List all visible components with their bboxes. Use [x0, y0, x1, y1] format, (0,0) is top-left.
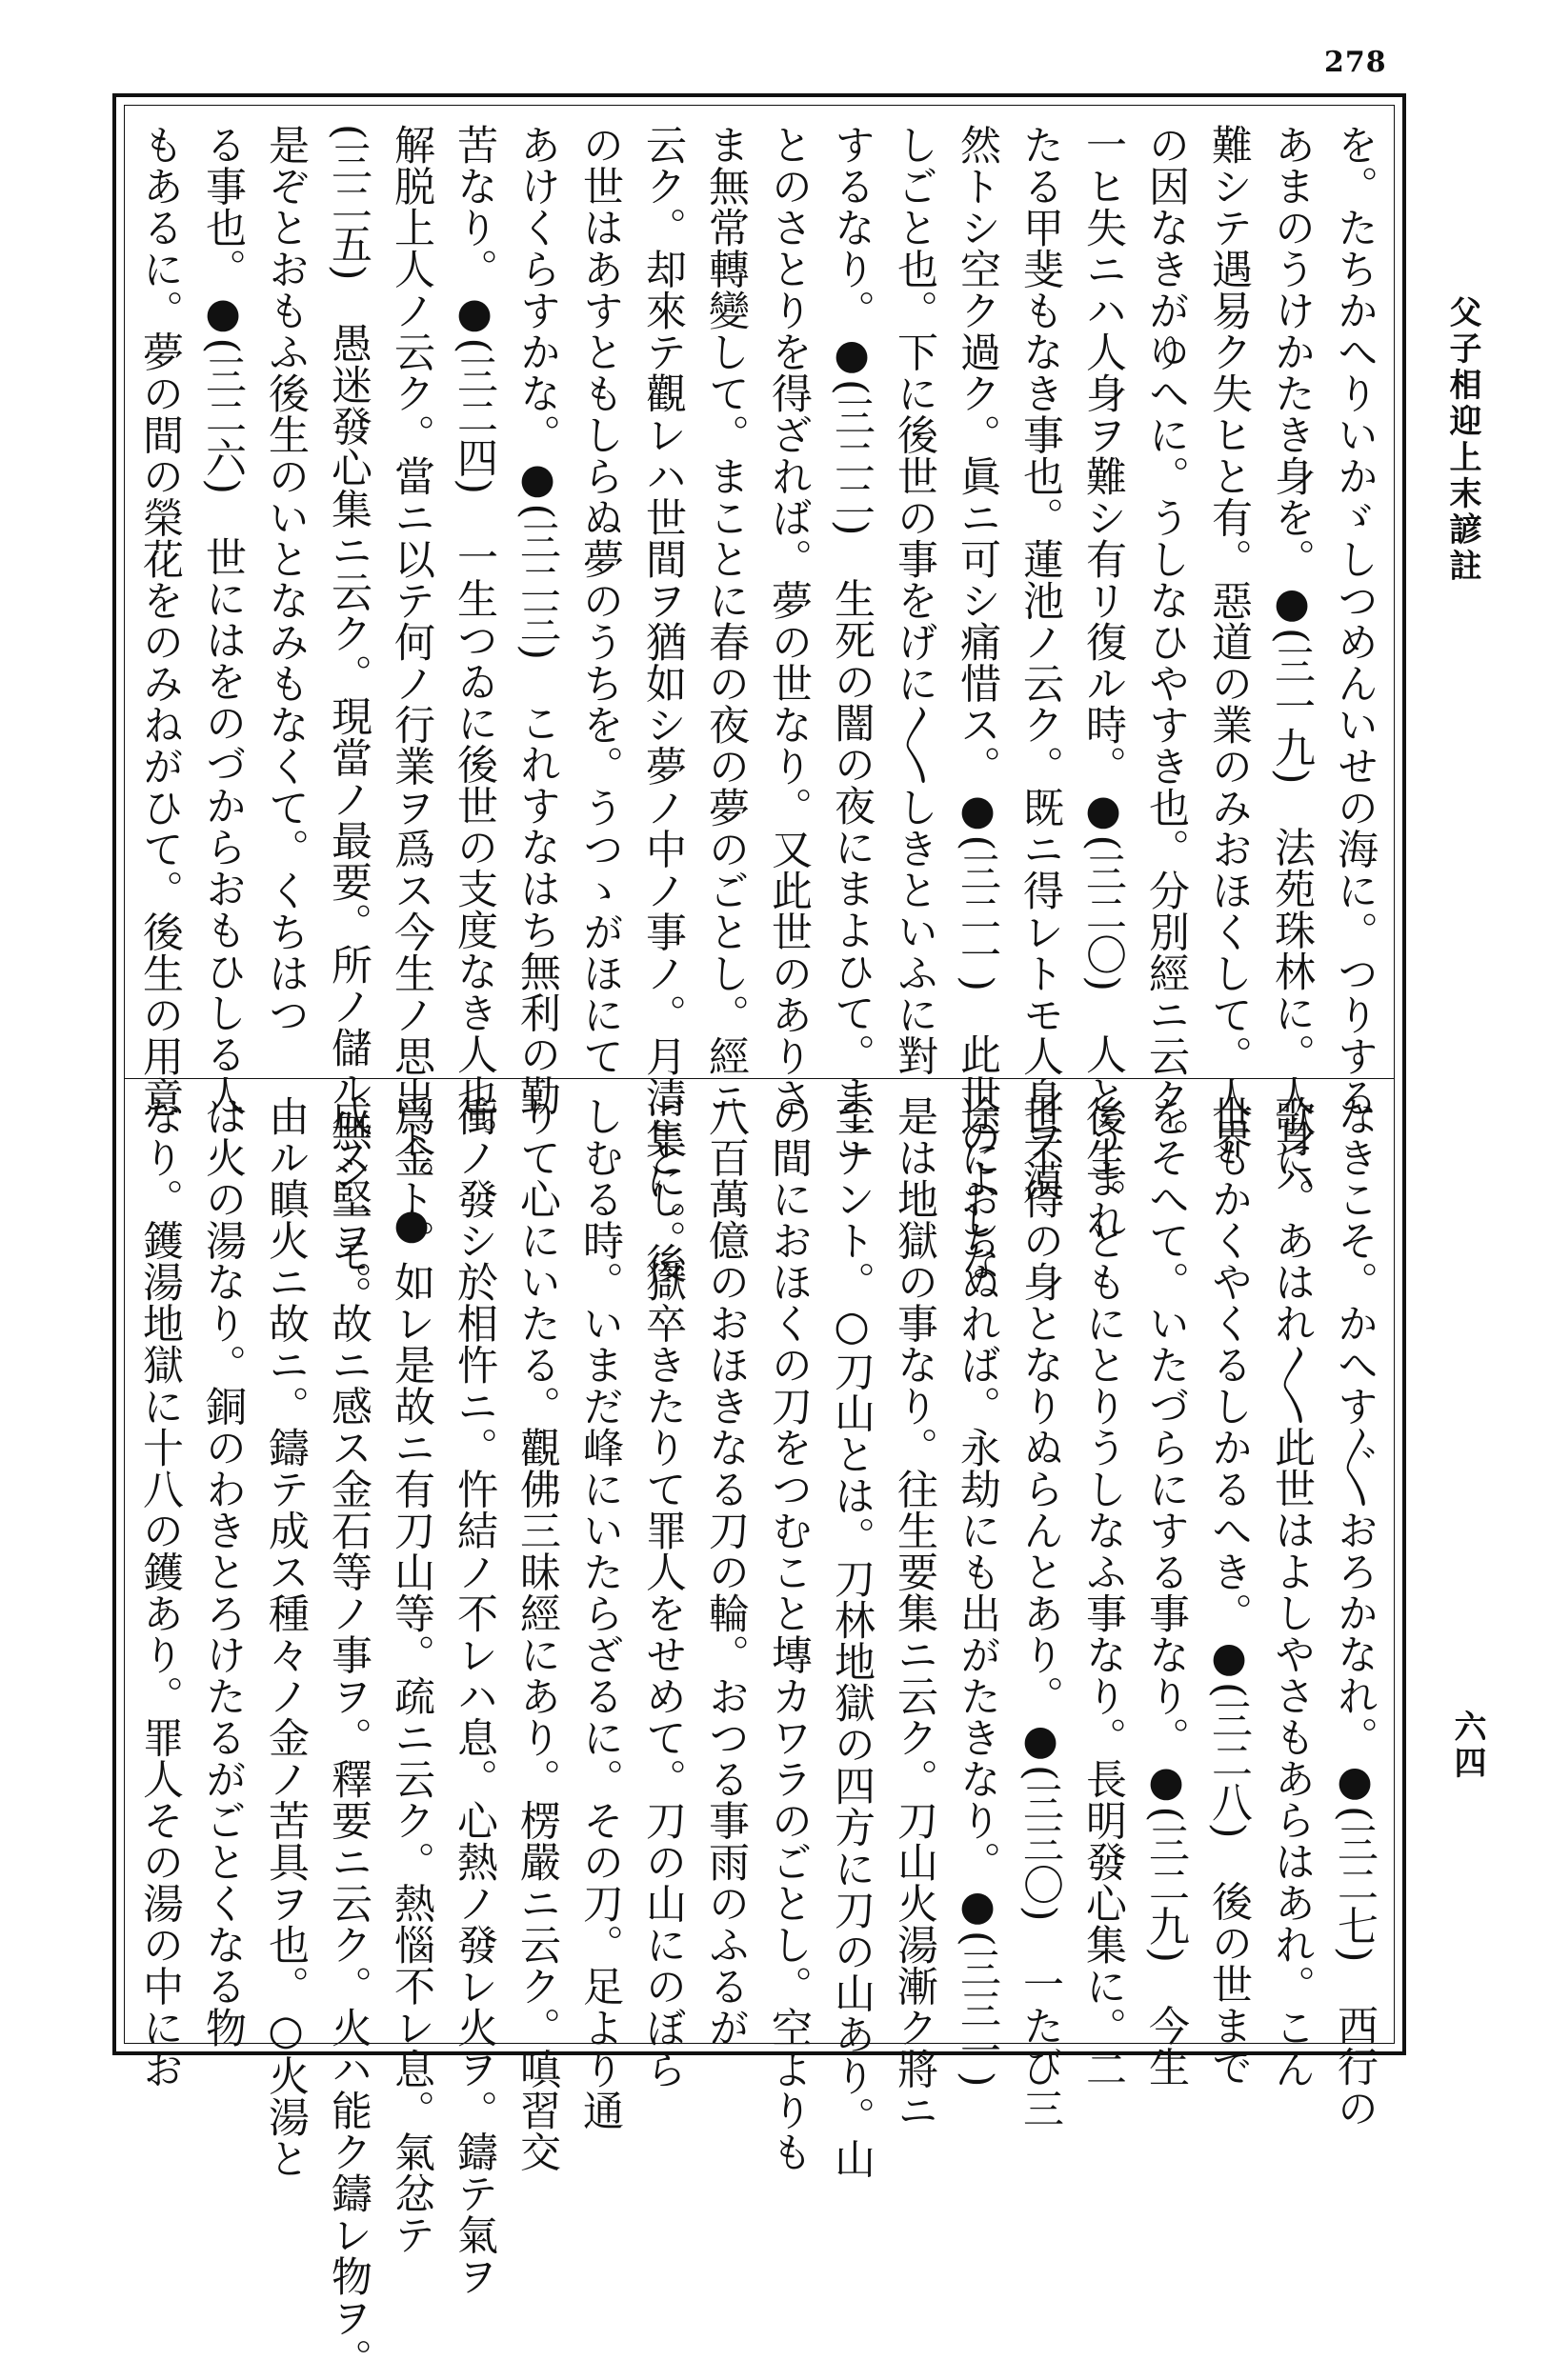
- upper-column: 難シテ遇易ク失ヒと有。惡道の業のみおほくして。人界: [1205, 124, 1253, 1160]
- folio: 六四: [1448, 1710, 1486, 1782]
- lower-column: 爲金ト。如レ是故ニ有刀山等。疏ニ云ク。熱惱不レ息。氣忿テ: [388, 1095, 435, 2255]
- upper-column: の因なきがゆへに。うしなひやすき也。分別經ニ云ク。: [1142, 124, 1190, 1160]
- upper-column: するなり。●(三二二) 生死の闇の夜にまよひて。まこ: [828, 124, 876, 1158]
- upper-column: あけくらすかな。●(三二三) これすなはち無利の勤: [513, 124, 561, 1117]
- upper-column: 苦なり。●(三二四) 一生つゐに後世の支度なき人也。: [451, 124, 498, 1158]
- lower-column: しむる時。いまだ峰にいたらざるに。その刀。足より通: [576, 1095, 624, 2131]
- lower-column: 成ス堅ヲ。故ニ感ス金石等ノ事ヲ。釋要ニ云ク。火ハ能ク鑄レ物ヲ。: [325, 1095, 372, 2380]
- lower-column: 八百萬億のおほきなる刀の輪。おつる事雨のふるが: [702, 1095, 750, 2049]
- lower-column: 途におちぬれば。永劫にも出がたきなり。●(三三一): [954, 1095, 1001, 2089]
- lower-text-block: [136, 1095, 1386, 2380]
- upper-column: しごと也。下に後世の事をげに〳〵しきといふに對: [891, 124, 938, 1076]
- upper-column: 云ク。却來テ觀レハ世間ヲ猶如シ夢ノ中ノ事ノ。月清集に。後: [639, 124, 687, 1284]
- upper-text-block: [136, 124, 1386, 1317]
- lower-column: 由ル瞋火ニ故ニ。鑄テ成ス種々ノ金ノ苦具ヲ也。○火湯と: [262, 1095, 310, 2179]
- lower-column: 世不得の身となりぬらんとあり。●(三三〇) 一たび三: [1017, 1095, 1064, 2130]
- lower-column: 是は地獄の事なり。往生要集ニ云ク。刀山火湯漸ク將ニ: [891, 1095, 938, 2131]
- lower-column: なり。鑊湯地獄に十八の鑊あり。罪人その湯の中にお: [136, 1095, 184, 2090]
- upper-column: 是ぞとおもふ後生のいとなみもなくて。くちはつ: [262, 124, 310, 1035]
- running-title: 父子相迎上末諺註: [1443, 295, 1481, 585]
- lower-column: りて心にいたる。觀佛三昧經にあり。楞嚴ニ云ク。嗔習交: [513, 1095, 561, 2172]
- lower-column: の間におほくの刀をつむこと塼カワラのごとし。空よりも: [765, 1095, 813, 2172]
- lower-column: は火の湯なり。銅のわきとろけたるがごとくなる物: [199, 1095, 247, 2049]
- lower-column: 後生。ともにとりうしなふ事なり。長明發心集に。二: [1079, 1095, 1127, 2090]
- lower-column: なきこそ。かへす〴〵おろかなれ。●(三二七) 西行の: [1331, 1095, 1379, 2130]
- upper-column: ま無常轉變して。まことに春の夜の夢のごとし。經ニ: [702, 124, 750, 1118]
- lower-column: 世もかくやくるしかるへき。●(三二八) 後の世まで: [1205, 1095, 1253, 2089]
- upper-column: を。たちかへりいかゞしつめんいせの海に。つりする: [1331, 124, 1379, 1118]
- lower-column: 至ナント。○刀山とは。刀林地獄の四方に刀の山あり。山: [828, 1095, 876, 2179]
- section-divider: [124, 1078, 1395, 1079]
- upper-column: もあるに。夢の間の榮花をのみねがひて。後生の用意: [136, 124, 184, 1118]
- lower-column: 衝ノ發シ於相忤ニ。忤結ノ不レハ息。心熱ノ發レ火ヲ。鑄テ氣ヲ: [451, 1095, 498, 2297]
- lower-column: ごとし。獄卒きたりて罪人をせめて。刀の山にのぼら: [639, 1095, 687, 2090]
- upper-column: とのさとりを得ざれば。夢の世なり。又此世のありさ: [765, 124, 813, 1118]
- page-number: 278: [1324, 46, 1387, 79]
- upper-column: あまのうけかたき身を。●(三一九) 法苑珠林に。人身ハ: [1268, 124, 1316, 1200]
- upper-column: 然トシ空ク過ク。眞ニ可シ痛惜ス。●(三二一) 此世のよしな: [954, 124, 1001, 1283]
- lower-column: 歌に。あはれ〳〵此世はよしやさもあらはあれ。こん: [1268, 1095, 1316, 2090]
- upper-column: (三二五) 愚迷發心集ニ云ク。現當ノ最要。所ノ儲ル無シ一モ。: [325, 124, 372, 1317]
- lower-column: をそへて。いたづらにする事なり。●(三二九) 今生: [1142, 1095, 1190, 2089]
- upper-column: る事也。●(三二六) 世にはをのづからおもひしる人: [199, 124, 247, 1117]
- upper-column: 一ヒ失ニハ人身ヲ難シ有リ復ル時。●(三二〇) 人とうまれ: [1079, 124, 1127, 1241]
- upper-column: たる甲斐もなき事也。蓮池ノ云ク。既ニ得レトモ人身ヲ漠: [1017, 124, 1064, 1201]
- upper-column: の世はあすともしらぬ夢のうちを。うつゝがほにて: [576, 124, 624, 1077]
- upper-column: 解脱上人ノ云ク。當ニ以テ何ノ行業ヲ爲ス今生ノ思出ト。●: [388, 124, 435, 1250]
